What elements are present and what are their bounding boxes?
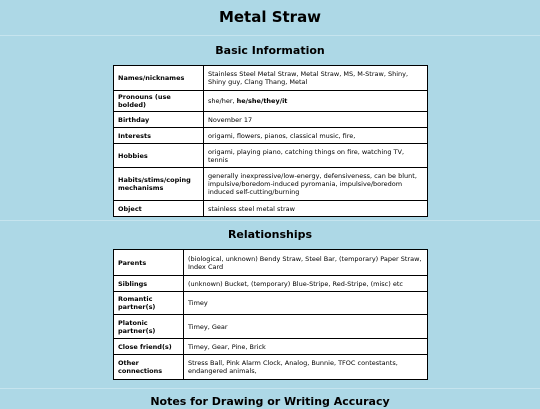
row-label: Names/nicknames [114,66,204,91]
row-value: stainless steel metal straw [204,201,428,217]
table-row [114,112,428,128]
divider [0,220,540,221]
row-label: Parents [114,250,184,276]
table-row [114,168,428,201]
relationships-table [113,249,428,380]
row-label: Siblings [114,276,184,292]
page-title: Metal Straw [218,8,322,26]
row-label: Platonic partner(s) [114,315,184,339]
row-value: (biological, unknown) Bendy Straw, Steel Bar, (temporary) Paper Straw, Index Card [184,250,428,276]
row-label: Interests [114,128,204,144]
row-value: Timey [184,292,428,315]
table-row [114,144,428,168]
table-row [114,292,428,315]
basic-info-table [113,65,428,217]
table-row [114,315,428,339]
table-row [114,91,428,112]
row-value: Timey, Gear, Pine, Brick [184,339,428,355]
row-value [204,91,428,112]
pronouns-plain: she/her, [208,97,237,105]
pronouns-bold: he/she/they/it [236,97,288,105]
table-row [114,355,428,380]
table-row [114,201,428,217]
basic-info-heading: Basic Information [215,44,325,57]
row-value: origami, flowers, pianos, classical music, fire, [204,128,428,144]
row-value: Stainless Steel Metal Straw, Metal Straw, MS, M-Straw, Shiny, Shiny guy, Clang Thang, Metal [204,66,428,91]
relationships-heading: Relationships [227,228,313,241]
table-row [114,276,428,292]
row-label: Birthday [114,112,204,128]
row-value: generally inexpressive/low-energy, defensiveness, can be blunt, impulsive/boredom-induced pyromania, impulsive/boredom induced self-cutting/burning [204,168,428,201]
row-value: origami, playing piano, catching things on fire, watching TV, tennis [204,144,428,168]
row-label: Romantic partner(s) [114,292,184,315]
row-label: Habits/stims/coping mechanisms [114,168,204,201]
row-label: Hobbies [114,144,204,168]
table-row [114,339,428,355]
table-row [114,250,428,276]
row-label: Other connections [114,355,184,380]
row-value: Stress Ball, Pink Alarm Clock, Analog, Bunnie, TFOC contestants, endangered animals, [184,355,428,380]
table-row [114,66,428,91]
row-label: Object [114,201,204,217]
notes-heading: Notes for Drawing or Writing Accuracy [150,395,390,408]
row-value: (unknown) Bucket, (temporary) Blue-Stripe, Red-Stripe, (misc) etc [184,276,428,292]
divider [0,35,540,36]
row-label: Pronouns (use bolded) [114,91,204,112]
table-row [114,128,428,144]
divider [0,388,540,389]
row-label: Close friend(s) [114,339,184,355]
row-value: Timey, Gear [184,315,428,339]
row-value: November 17 [204,112,428,128]
